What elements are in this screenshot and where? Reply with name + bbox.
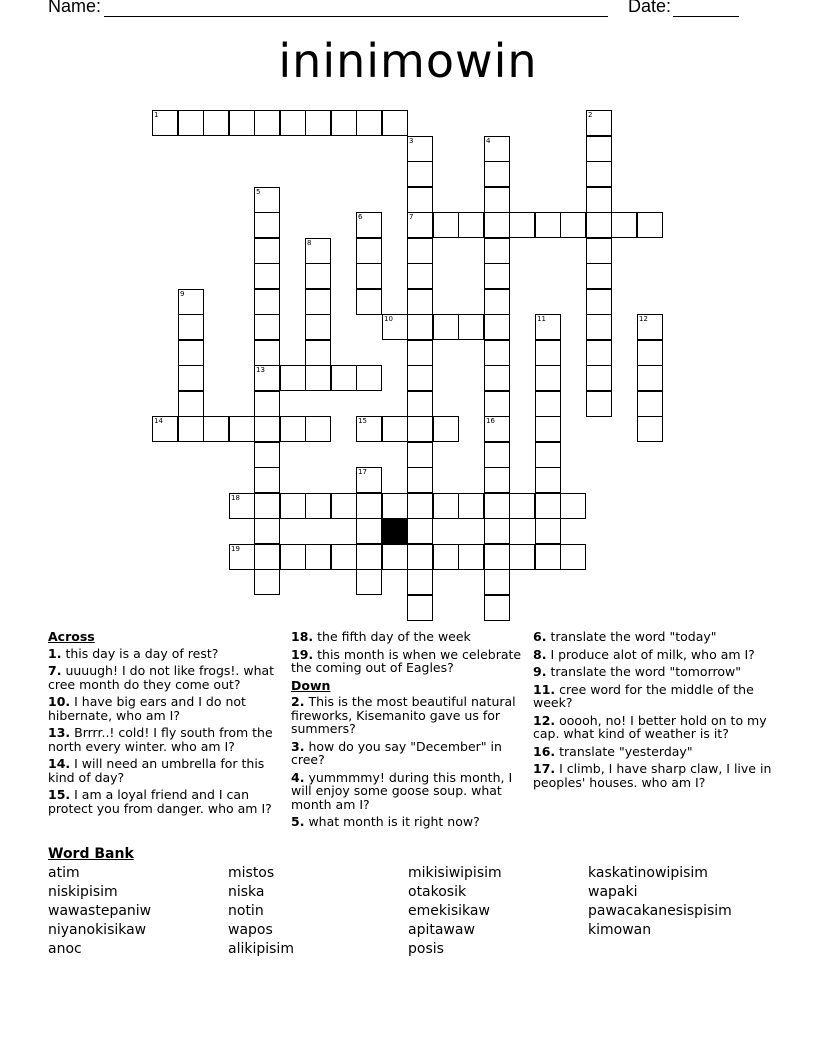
grid-cell[interactable] [280, 416, 306, 442]
grid-cell[interactable] [152, 416, 178, 442]
grid-cell[interactable] [484, 212, 510, 238]
grid-cell[interactable] [407, 212, 433, 238]
grid-cell[interactable] [637, 365, 663, 391]
grid-cell[interactable] [407, 238, 433, 264]
grid-cell[interactable] [407, 416, 433, 442]
grid-cell[interactable] [254, 518, 280, 544]
grid-cell[interactable] [484, 314, 510, 340]
grid-cell[interactable] [280, 365, 306, 391]
clue-number: 7 [409, 213, 414, 221]
grid-cell[interactable] [305, 289, 331, 315]
grid-cell[interactable] [586, 187, 612, 213]
grid-cell[interactable] [254, 416, 280, 442]
grid-cell[interactable] [305, 263, 331, 289]
grid-cell[interactable] [254, 289, 280, 315]
grid-cell[interactable] [331, 365, 357, 391]
grid-cell[interactable] [178, 340, 204, 366]
grid-cell[interactable] [535, 544, 561, 570]
word-bank-word: apitawaw [408, 922, 475, 938]
word-bank-word: atim [48, 865, 80, 881]
word-bank-word: kaskatinowipisim [588, 865, 708, 881]
clue-down-12: 12. ooooh, no! I better hold on to my cap. what kind of weather is it? [533, 712, 767, 741]
grid-cell[interactable] [637, 212, 663, 238]
grid-cell[interactable] [356, 238, 382, 264]
grid-cell[interactable] [356, 544, 382, 570]
word-bank-word: notin [228, 903, 264, 919]
grid-cell[interactable] [331, 493, 357, 519]
clue-down-5: 5. what month is it right now? [291, 814, 480, 829]
grid-cell[interactable] [535, 391, 561, 417]
grid-cell[interactable] [509, 212, 535, 238]
word-bank-word: wapaki [588, 884, 638, 900]
word-bank-word: pawacakanesispisim [588, 903, 732, 919]
clue-number: 16 [486, 417, 495, 425]
grid-cell[interactable] [254, 493, 280, 519]
clue-number: 19 [231, 545, 240, 553]
word-bank-word: emekisikaw [408, 903, 490, 919]
clue-number: 5 [256, 188, 261, 196]
grid-cell[interactable] [229, 416, 255, 442]
grid-cell[interactable] [407, 544, 433, 570]
grid-cell[interactable] [586, 314, 612, 340]
grid-cell[interactable] [229, 110, 255, 136]
date-label: Date: [628, 0, 672, 16]
word-bank-word: alikipisim [228, 941, 294, 957]
clue-down-17: 17. I climb, I have sharp claw, I live in peoples' houses. who am I? [533, 761, 772, 790]
clue-number: 18 [231, 494, 240, 502]
word-bank-word: anoc [48, 941, 82, 957]
grid-cell[interactable] [305, 238, 331, 264]
grid-cell[interactable] [407, 365, 433, 391]
grid-cell[interactable] [484, 365, 510, 391]
grid-cell[interactable] [356, 493, 382, 519]
clue-down-16: 16. translate "yesterday" [533, 743, 693, 759]
clue-number: 6 [358, 213, 363, 221]
clue-down-3: 3. how do you say "December" in cree? [291, 738, 502, 767]
grid-cell[interactable] [484, 595, 510, 621]
grid-cell[interactable] [586, 212, 612, 238]
grid-cell[interactable] [586, 263, 612, 289]
grid-cell[interactable] [535, 518, 561, 544]
grid-cell[interactable] [229, 493, 255, 519]
grid-cell[interactable] [356, 467, 382, 493]
grid-cell[interactable] [203, 416, 229, 442]
grid-cell[interactable] [458, 544, 484, 570]
grid-cell[interactable] [484, 391, 510, 417]
grid-cell[interactable] [254, 467, 280, 493]
grid-cell[interactable] [229, 544, 255, 570]
clue-down-6: 6. translate the word "today" [533, 629, 717, 644]
word-bank-column-1 [48, 864, 151, 959]
grid-cell[interactable] [254, 391, 280, 417]
grid-cell[interactable] [637, 314, 663, 340]
grid-cell[interactable] [407, 467, 433, 493]
grid-cell[interactable] [407, 391, 433, 417]
clue-down-4: 4. yummmmy! during this month, I will enjoy some goose soup. what month am I? [291, 769, 513, 812]
grid-cell[interactable] [637, 416, 663, 442]
grid-cell[interactable] [433, 544, 459, 570]
word-bank-word: wapos [228, 922, 273, 938]
grid-cell[interactable] [586, 365, 612, 391]
grid-cell[interactable] [433, 416, 459, 442]
word-bank-word: kimowan [588, 922, 652, 938]
grid-cell[interactable] [535, 340, 561, 366]
clue-number: 2 [588, 111, 593, 119]
clue-down-2: 2. This is the most beautiful natural fireworks, Kisemanito gave us for summers? [291, 694, 516, 736]
grid-cell[interactable] [305, 314, 331, 340]
grid-cell[interactable] [560, 212, 586, 238]
grid-cell[interactable] [178, 289, 204, 315]
word-bank-word: mistos [228, 865, 275, 881]
grid-cell[interactable] [305, 493, 331, 519]
word-bank-word: niskipisim [48, 884, 118, 900]
clue-across-19: 19. this month is when we celebrate the coming out of Eagles? [291, 646, 522, 675]
grid-cell[interactable] [254, 314, 280, 340]
grid-cell[interactable] [280, 110, 306, 136]
grid-cell[interactable] [484, 493, 510, 519]
grid-cell[interactable] [407, 442, 433, 468]
grid-cell[interactable] [407, 136, 433, 162]
clue-down-11: 11. cree word for the middle of the week? [533, 681, 754, 710]
grid-cell[interactable] [178, 391, 204, 417]
grid-cell[interactable] [407, 289, 433, 315]
clue-across-1: 1. this day is a day of rest? [48, 645, 219, 661]
clue-down-8: 8. I produce alot of milk, who am I? [533, 646, 755, 662]
grid-cell[interactable] [484, 161, 510, 187]
clue-number: 9 [180, 290, 185, 298]
clue-across-14: 14. I will need an umbrella for this kind of day? [48, 756, 265, 785]
grid-cell[interactable] [586, 238, 612, 264]
grid-cell[interactable] [407, 263, 433, 289]
grid-cell[interactable] [458, 493, 484, 519]
clue-number: 8 [307, 239, 312, 247]
grid-cell[interactable] [407, 518, 433, 544]
grid-cell[interactable] [407, 493, 433, 519]
word-bank-word: mikisiwipisim [408, 865, 502, 881]
grid-cell[interactable] [535, 416, 561, 442]
grid-cell[interactable] [254, 544, 280, 570]
grid-cell[interactable] [254, 442, 280, 468]
grid-cell[interactable] [586, 161, 612, 187]
clue-across-18: 18. the fifth day of the week [291, 629, 471, 644]
grid-cell[interactable] [535, 212, 561, 238]
grid-cell[interactable] [178, 110, 204, 136]
grid-cell[interactable] [484, 442, 510, 468]
grid-cell[interactable] [254, 263, 280, 289]
clue-number: 10 [384, 315, 393, 323]
grid-cell[interactable] [586, 110, 612, 136]
grid-cell[interactable] [407, 314, 433, 340]
across-heading: Across [48, 629, 95, 644]
word-bank-column-4 [588, 864, 732, 940]
grid-cell[interactable] [433, 493, 459, 519]
grid-cell[interactable] [509, 544, 535, 570]
word-bank-word: wawastepaniw [48, 903, 152, 919]
grid-cell[interactable] [458, 314, 484, 340]
clue-across-15: 15. I am a loyal friend and I can protect you from danger. who am I? [48, 787, 272, 816]
clue-number: 14 [154, 417, 163, 425]
grid-cell[interactable] [407, 187, 433, 213]
puzzle-title: ininimowin [278, 34, 538, 88]
grid-cell[interactable] [560, 544, 586, 570]
clue-number: 13 [256, 366, 265, 374]
grid-cell[interactable] [458, 212, 484, 238]
grid-cell[interactable] [433, 314, 459, 340]
grid-cell[interactable] [178, 416, 204, 442]
grid-cell[interactable] [407, 595, 433, 621]
grid-cell[interactable] [484, 136, 510, 162]
clue-number: 15 [358, 417, 367, 425]
grid-cell[interactable] [586, 136, 612, 162]
clue-number: 17 [358, 468, 367, 476]
clue-across-13: 13. Brrrr..! cold! I fly south from the north every winter. who am I? [48, 725, 273, 754]
grid-cell[interactable] [484, 340, 510, 366]
grid-cell[interactable] [433, 212, 459, 238]
clues-column-3 [533, 630, 773, 793]
grid-cell[interactable] [254, 365, 280, 391]
word-bank-heading: Word Bank [48, 846, 134, 862]
grid-cell[interactable] [356, 289, 382, 315]
grid-cell[interactable] [305, 544, 331, 570]
clue-across-10: 10. I have big ears and I do not hibernate, who am I? [48, 694, 246, 723]
grid-cell[interactable] [152, 110, 178, 136]
grid-cell[interactable] [382, 416, 408, 442]
name-label: Name: [48, 0, 102, 16]
grid-cell[interactable] [407, 161, 433, 187]
grid-cell[interactable] [586, 391, 612, 417]
word-bank-word: niyanokisikaw [48, 922, 147, 938]
grid-cell[interactable] [484, 238, 510, 264]
word-bank-word: posis [408, 941, 444, 957]
grid-cell[interactable] [484, 289, 510, 315]
clue-number: 1 [154, 111, 159, 119]
clue-down-9: 9. translate the word "tomorrow" [533, 664, 741, 679]
grid-cell[interactable] [586, 340, 612, 366]
word-bank-word: otakosik [408, 884, 467, 900]
grid-cell[interactable] [509, 493, 535, 519]
down-heading: Down [291, 677, 331, 693]
clue-number: 3 [409, 137, 414, 145]
word-bank-column-3 [408, 864, 502, 959]
grid-cell[interactable] [637, 391, 663, 417]
grid-cell[interactable] [407, 569, 433, 595]
grid-cell[interactable] [178, 314, 204, 340]
grid-cell[interactable] [484, 187, 510, 213]
clues-column-2 [291, 630, 529, 833]
grid-cell[interactable] [382, 314, 408, 340]
grid-cell[interactable] [254, 212, 280, 238]
grid-cell[interactable] [356, 110, 382, 136]
grid-cell[interactable] [382, 493, 408, 519]
word-bank-word: niska [228, 884, 265, 900]
grid-cell[interactable] [382, 544, 408, 570]
clue-number: 4 [486, 137, 491, 145]
grid-cell[interactable] [305, 110, 331, 136]
grid-cell[interactable] [637, 340, 663, 366]
clue-across-7: 7. uuuugh! I do not like frogs!. what cree month do they come out? [48, 663, 275, 692]
grid-cell[interactable] [331, 544, 357, 570]
grid-cell[interactable] [484, 416, 510, 442]
grid-cell[interactable] [280, 493, 306, 519]
grid-cell[interactable] [535, 442, 561, 468]
grid-cell[interactable] [305, 416, 331, 442]
grid-cell[interactable] [254, 110, 280, 136]
grid-cell[interactable] [407, 340, 433, 366]
grid-cell[interactable] [382, 110, 408, 136]
grid-cell[interactable] [305, 340, 331, 366]
grid-cell[interactable] [484, 467, 510, 493]
grid-cell[interactable] [484, 518, 510, 544]
clue-number: 12 [639, 315, 648, 323]
grid-cell[interactable] [356, 263, 382, 289]
clues-column-1 [48, 630, 288, 819]
grid-cell[interactable] [254, 340, 280, 366]
grid-cell[interactable] [331, 110, 357, 136]
grid-cell[interactable] [535, 314, 561, 340]
grid-cell[interactable] [203, 110, 229, 136]
grid-cell[interactable] [535, 365, 561, 391]
grid-cell[interactable] [280, 544, 306, 570]
grid-cell[interactable] [560, 493, 586, 519]
grid-cell[interactable] [484, 263, 510, 289]
grid-cell[interactable] [535, 493, 561, 519]
grid-cell[interactable] [178, 365, 204, 391]
grid-cell[interactable] [305, 365, 331, 391]
grid-cell[interactable] [611, 212, 637, 238]
grid-cell[interactable] [535, 467, 561, 493]
grid-cell[interactable] [254, 569, 280, 595]
black-square [382, 518, 408, 544]
grid-cell[interactable] [254, 187, 280, 213]
grid-cell[interactable] [484, 569, 510, 595]
grid-cell[interactable] [356, 212, 382, 238]
grid-cell[interactable] [356, 518, 382, 544]
word-bank-column-2 [228, 864, 294, 959]
grid-cell[interactable] [356, 365, 382, 391]
grid-cell[interactable] [586, 289, 612, 315]
grid-cell[interactable] [254, 238, 280, 264]
grid-cell[interactable] [356, 569, 382, 595]
clue-number: 11 [537, 315, 546, 323]
grid-cell[interactable] [484, 544, 510, 570]
grid-cell[interactable] [356, 416, 382, 442]
